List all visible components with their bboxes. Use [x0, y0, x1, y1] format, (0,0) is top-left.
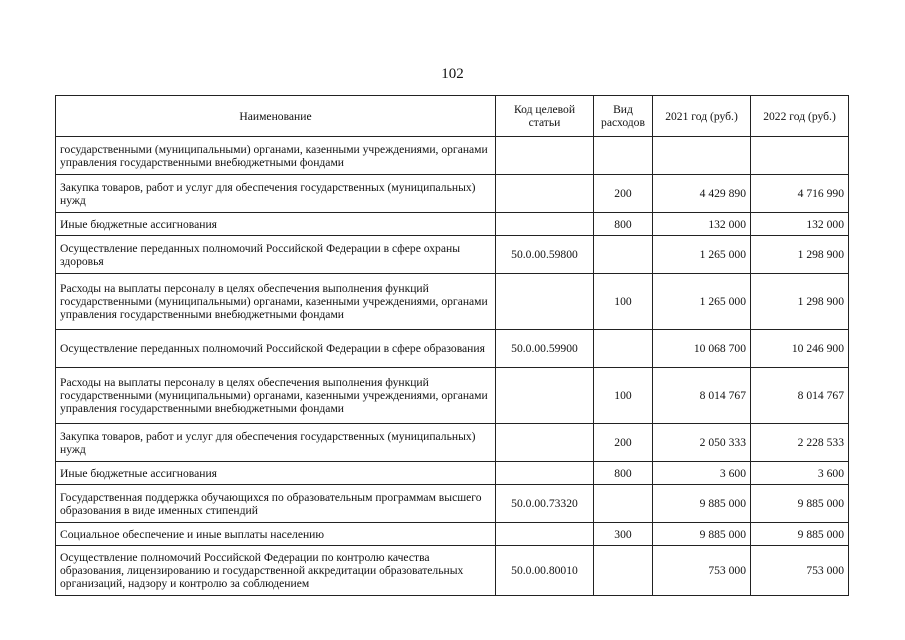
row-2022: 2 228 533 [751, 424, 849, 462]
row-code: 50.0.00.59800 [496, 236, 594, 274]
header-year-2022: 2022 год (руб.) [751, 96, 849, 137]
row-name: Закупка товаров, работ и услуг для обеспечения государственных (муниципальных) нужд [56, 175, 496, 213]
row-code: 50.0.00.73320 [496, 485, 594, 523]
row-2021: 9 885 000 [653, 485, 751, 523]
header-year-2021: 2021 год (руб.) [653, 96, 751, 137]
row-type: 800 [594, 462, 653, 485]
row-code [496, 462, 594, 485]
row-code [496, 424, 594, 462]
table-row [56, 330, 849, 368]
row-2021: 132 000 [653, 213, 751, 236]
page-number: 102 [441, 66, 464, 82]
row-2021: 4 429 890 [653, 175, 751, 213]
row-type [594, 546, 653, 596]
budget-table [55, 95, 849, 596]
row-name: Иные бюджетные ассигнования [56, 462, 496, 485]
row-2022: 1 298 900 [751, 274, 849, 330]
table-row [56, 485, 849, 523]
row-type [594, 485, 653, 523]
table-row [56, 274, 849, 330]
row-2021: 753 000 [653, 546, 751, 596]
row-2021: 3 600 [653, 462, 751, 485]
row-type: 200 [594, 175, 653, 213]
row-2022: 9 885 000 [751, 523, 849, 546]
row-code: 50.0.00.80010 [496, 546, 594, 596]
row-2021: 1 265 000 [653, 236, 751, 274]
row-code [496, 274, 594, 330]
row-type: 100 [594, 368, 653, 424]
row-2022: 9 885 000 [751, 485, 849, 523]
table-row [56, 462, 849, 485]
table-row [56, 368, 849, 424]
table-row [56, 137, 849, 175]
row-name: Расходы на выплаты персоналу в целях обеспечения выполнения функций государственными (муниципальными) органами, казенными учреждениями, органами управления государственными внебюджетными фондами [56, 274, 496, 330]
row-type: 300 [594, 523, 653, 546]
row-2022: 8 014 767 [751, 368, 849, 424]
row-2022: 3 600 [751, 462, 849, 485]
row-2022: 10 246 900 [751, 330, 849, 368]
row-2022: 753 000 [751, 546, 849, 596]
row-2021: 1 265 000 [653, 274, 751, 330]
row-2021 [653, 137, 751, 175]
table-row [56, 546, 849, 596]
table-header-row [56, 96, 849, 137]
row-type [594, 236, 653, 274]
row-name: Закупка товаров, работ и услуг для обеспечения государственных (муниципальных) нужд [56, 424, 496, 462]
row-type [594, 330, 653, 368]
row-code: 50.0.00.59900 [496, 330, 594, 368]
table-row [56, 236, 849, 274]
header-type: Вид расходов [594, 96, 653, 137]
table-row [56, 213, 849, 236]
row-name: Иные бюджетные ассигнования [56, 213, 496, 236]
header-code: Код целевой статьи [496, 96, 594, 137]
row-name: Осуществление полномочий Российской Федерации по контролю качества образования, лицензированию и государственной аккредитации образовательных организаций, надзору и контролю за соблюдением [56, 546, 496, 596]
row-2021: 8 014 767 [653, 368, 751, 424]
row-name: Социальное обеспечение и иные выплаты населению [56, 523, 496, 546]
row-name: Осуществление переданных полномочий Российской Федерации в сфере образования [56, 330, 496, 368]
table-row [56, 523, 849, 546]
row-type: 100 [594, 274, 653, 330]
row-code [496, 523, 594, 546]
row-2022: 1 298 900 [751, 236, 849, 274]
row-2021: 2 050 333 [653, 424, 751, 462]
row-type: 200 [594, 424, 653, 462]
row-2021: 10 068 700 [653, 330, 751, 368]
row-code [496, 368, 594, 424]
row-name: Государственная поддержка обучающихся по образовательным программам высшего образования в виде именных стипендий [56, 485, 496, 523]
table-row [56, 175, 849, 213]
row-name: Осуществление переданных полномочий Российской Федерации в сфере охраны здоровья [56, 236, 496, 274]
row-name: государственными (муниципальными) органами, казенными учреждениями, органами управления государственными внебюджетными фондами [56, 137, 496, 175]
table-row [56, 424, 849, 462]
row-2022: 4 716 990 [751, 175, 849, 213]
row-code [496, 213, 594, 236]
row-code [496, 137, 594, 175]
row-2022: 132 000 [751, 213, 849, 236]
row-type: 800 [594, 213, 653, 236]
row-name: Расходы на выплаты персоналу в целях обеспечения выполнения функций государственными (муниципальными) органами, казенными учреждениями, органами управления государственными внебюджетными фондами [56, 368, 496, 424]
header-name: Наименование [56, 96, 496, 137]
row-code [496, 175, 594, 213]
row-type [594, 137, 653, 175]
row-2022 [751, 137, 849, 175]
row-2021: 9 885 000 [653, 523, 751, 546]
